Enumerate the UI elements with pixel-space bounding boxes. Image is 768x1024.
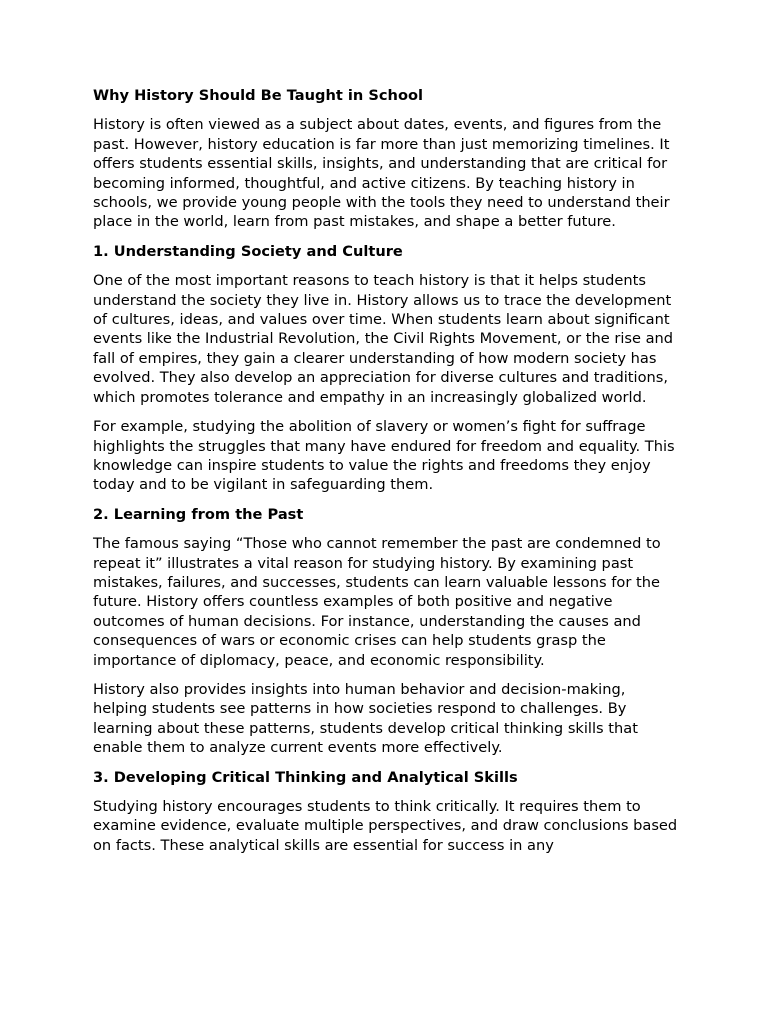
section-paragraph: One of the most important reasons to teach history is that it helps students understand the society they live in. History allows us to trace the development of cultures, ideas, and values over time. When students learn about significant events like the Industrial Revolution, the Civil Rights Movement, or the rise and fall of empires, they gain a clearer understanding of how modern society has evolved. They also develop an appreciation for diverse cultures and traditions, which promotes tolerance and empathy in an increasingly globalized world.: [93, 272, 674, 406]
section-paragraph: History also provides insights into human behavior and decision-making, helping students see patterns in how societies respond to challenges. By learning about these patterns, students develop critical thinking skills that enable them to analyze current events more effectively.: [93, 680, 638, 757]
document-page: [93, 86, 678, 865]
section-paragraph: The famous saying “Those who cannot remember the past are condemned to repeat it” illustrates a vital reason for studying history. By examining past mistakes, failures, and successes, students can learn valuable lessons for the future. History offers countless examples of both positive and negative outcomes of human decisions. For instance, understanding the causes and consequences of wars or economic crises can help students grasp the importance of diplomacy, peace, and economic responsibility.: [93, 535, 661, 669]
section-paragraph: Studying history encourages students to think critically. It requires them to examine evidence, evaluate multiple perspectives, and draw conclusions based on facts. These analytical skills are essential for success in any: [93, 798, 678, 854]
section-heading-critical-thinking: 3. Developing Critical Thinking and Analytical Skills: [93, 768, 518, 786]
document-title: Why History Should Be Taught in School: [93, 87, 424, 104]
section-heading-understanding-society: 1. Understanding Society and Culture: [93, 242, 403, 260]
section-heading-learning-from-past: 2. Learning from the Past: [93, 505, 304, 523]
intro-paragraph: History is often viewed as a subject about dates, events, and figures from the past. However, history education is far more than just memorizing timelines. It offers students essential skills, insights, and understanding that are critical for becoming informed, thoughtful, and active citizens. By teaching history in schools, we provide young people with the tools they need to understand their place in the world, learn from past mistakes, and shape a better future.: [93, 116, 670, 231]
section-paragraph: For example, studying the abolition of slavery or women’s fight for suffrage highlights the struggles that many have endured for freedom and equality. This knowledge can inspire students to value the rights and freedoms they enjoy today and to be vigilant in safeguarding them.: [93, 418, 675, 494]
